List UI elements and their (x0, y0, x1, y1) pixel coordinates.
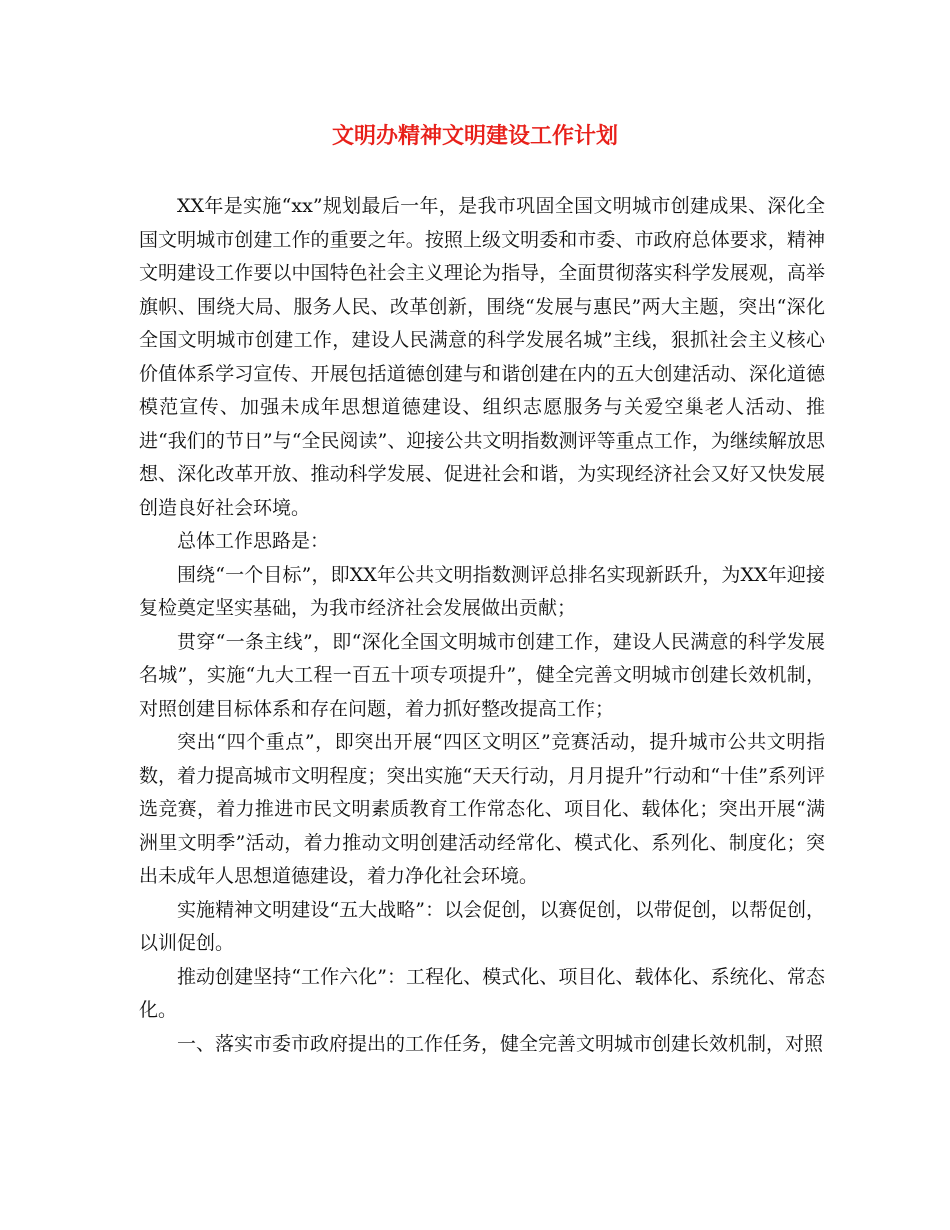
paragraph-four-focuses: 突出“四个重点”，即突出开展“四区文明区”竞赛活动，提升城市公共文明指数，着力提高城市文明程度；突出实施“天天行动，月月提升”行动和“十佳”系列评选竞赛，着力推进市民文明素质教育工作常态化、项目化、载体化；突出开展“满洲里文明季”活动，着力推动文明创建活动经常化、模式化、系列化、制度化；突出未成年人思想道德建设，着力净化社会环境。 (139, 731, 825, 887)
paragraph-intro: XX年是实施“xx”规划最后一年，是我市巩固全国文明城市创建成果、深化全国文明城市创建工作的重要之年。按照上级文明委和市委、市政府总体要求，精神文明建设工作要以中国特色社会主义理论为指导，全面贯彻落实科学发展观，高举旗帜、围绕大局、服务人民、改革创新，围绕“发展与惠民”两大主题，突出“深化全国文明城市创建工作，建设人民满意的科学发展名城”主线，狠抓社会主义核心价值体系学习宣传、开展包括道德创建与和谐创建在内的五大创建活动、深化道德模范宣传、加强未成年思想道德建设、组织志愿服务与关爱空巢老人活动、推进“我们的节日”与“全民阅读”、迎接公共文明指数测评等重点工作，为继续解放思想、深化改革开放、推动科学发展、促进社会和谐，为实现经济社会又好又快发展创造良好社会环境。 (139, 195, 825, 519)
paragraph-one-goal: 围绕“一个目标”，即XX年公共文明指数测评总排名实现新跃升，为XX年迎接复检奠定坚实基础，为我市经济社会发展做出贡献； (139, 563, 825, 619)
paragraph-overall-approach: 总体工作思路是： (177, 530, 330, 552)
paragraph-six-work-modes: 推动创建坚持“工作六化”：工程化、模式化、项目化、载体化、系统化、常态化。 (139, 965, 825, 1021)
paragraph-section-one: 一、落实市委市政府提出的工作任务，健全完善文明城市创建长效机制，对照 (177, 1032, 824, 1055)
document-title: 文明办精神文明建设工作计划 (331, 123, 618, 149)
paragraph-one-mainline: 贯穿“一条主线”，即“深化全国文明城市创建工作，建设人民满意的科学发展名城”，实施“九大工程一百五十项专项提升”，健全完善文明城市创建长效机制，对照创建目标体系和存在问题，着力抓好整改提高工作； (139, 630, 825, 720)
paragraph-five-strategies: 实施精神文明建设“五大战略”：以会促创，以赛促创，以带促创，以帮促创，以训促创。 (139, 898, 825, 954)
document-body (139, 190, 825, 1061)
